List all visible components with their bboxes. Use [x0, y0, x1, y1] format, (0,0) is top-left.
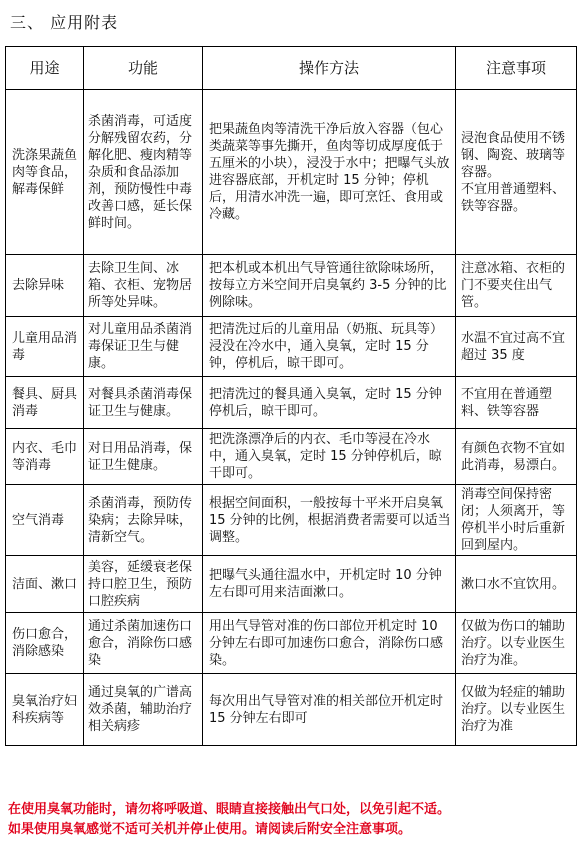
- cell-method: 每次用出气导管对准的相关部位开机定时 15 分钟左右即可: [203, 674, 456, 746]
- table-row: [6, 317, 577, 377]
- table-row: [6, 377, 577, 429]
- header-use: 用途: [6, 47, 84, 90]
- cell-use: 臭氧治疗妇科疾病等: [6, 674, 84, 746]
- cell-method: 把果蔬鱼肉等清洗干净后放入容器（包心类蔬菜等事先撕开，鱼肉等切成厚度低于五厘米的小块），浸没于水中；把曝气头放进容器底部，开机定时 15 分钟；停机后，用清水冲洗一遍，即可烹饪、食用或冷藏。: [203, 90, 456, 255]
- header-function: 功能: [84, 47, 203, 90]
- table-row: [6, 674, 577, 746]
- table-body: [6, 90, 577, 746]
- table-row: [6, 90, 577, 255]
- table-row: [6, 485, 577, 556]
- cell-function: 美容，延缓衰老保持口腔卫生，预防口腔疾病: [84, 556, 203, 613]
- cell-function: 对日用品消毒，保证卫生健康。: [84, 429, 203, 485]
- header-notes: 注意事项: [456, 47, 577, 90]
- cell-function: 杀菌消毒，可适度分解残留农药，分解化肥、瘦肉精等杂质和食品添加剂，预防慢性中毒改善口感，延长保鲜时间。: [84, 90, 203, 255]
- cell-notes: 漱口水不宜饮用。: [456, 556, 577, 613]
- table-header-row: [6, 47, 577, 90]
- table-row: [6, 556, 577, 613]
- cell-use: 餐具、厨具消毒: [6, 377, 84, 429]
- cell-method: 把清洗过的餐具通入臭氧，定时 15 分钟停机后，晾干即可。: [203, 377, 456, 429]
- warning-line-1: 在使用臭氧功能时，请勿将呼吸道、眼睛直接接触出气口处，以免引起不适。: [8, 802, 451, 817]
- warning-line-2: 如果使用臭氧感觉不适可关机并停止使用。请阅读后附安全注意事项。: [8, 822, 412, 837]
- cell-notes: 有颜色衣物不宜如此消毒，易漂白。: [456, 429, 577, 485]
- cell-function: 对餐具杀菌消毒保证卫生与健康。: [84, 377, 203, 429]
- cell-notes: 仅做为伤口的辅助治疗。以专业医生治疗为准。: [456, 613, 577, 674]
- cell-notes: 仅做为轻症的辅助治疗。以专业医生治疗为准: [456, 674, 577, 746]
- cell-function: 通过臭氧的广谱高效杀菌，辅助治疗相关病疹: [84, 674, 203, 746]
- cell-notes: 不宜用在普通塑料、铁等容器: [456, 377, 577, 429]
- cell-function: 对儿童用品杀菌消毒保证卫生与健康。: [84, 317, 203, 377]
- cell-method: 把洗涤漂净后的内衣、毛巾等浸在冷水中，通入臭氧，定时 15 分钟停机后，晾干即可。: [203, 429, 456, 485]
- cell-method: 用出气导管对准的伤口部位开机定时 10 分钟左右即可加速伤口愈合，消除伤口感染。: [203, 613, 456, 674]
- cell-use: 内衣、毛巾等消毒: [6, 429, 84, 485]
- cell-use: 洗涤果蔬鱼肉等食品，解毒保鲜: [6, 90, 84, 255]
- cell-method: 把曝气头通往温水中，开机定时 10 分钟左右即可用来洁面漱口。: [203, 556, 456, 613]
- application-table: [5, 46, 577, 746]
- cell-method: 把本机或本机出气导管通往欲除味场所，按每立方米空间开启臭氧约 3-5 分钟的比例除味。: [203, 255, 456, 317]
- cell-notes: 水温不宜过高不宜超过 35 度: [456, 317, 577, 377]
- cell-use: 儿童用品消毒: [6, 317, 84, 377]
- cell-use: 空气消毒: [6, 485, 84, 556]
- cell-use: 洁面、漱口: [6, 556, 84, 613]
- section-title: 三、 应用附表: [10, 13, 119, 32]
- cell-notes: 消毒空间保持密闭；人须离开，等停机半小时后重新回到屋内。: [456, 485, 577, 556]
- warning-notice: [8, 800, 576, 840]
- cell-use: 去除异味: [6, 255, 84, 317]
- cell-notes: 浸泡食品使用不锈钢、陶瓷、玻璃等容器。 不宜用普通塑料、铁等容器。: [456, 90, 577, 255]
- header-method: 操作方法: [203, 47, 456, 90]
- table-row: [6, 255, 577, 317]
- table-row: [6, 429, 577, 485]
- cell-function: 杀菌消毒，预防传染病；去除异味，清新空气。: [84, 485, 203, 556]
- cell-function: 去除卫生间、冰箱、衣柜、宠物居所等处异味。: [84, 255, 203, 317]
- cell-function: 通过杀菌加速伤口愈合，消除伤口感染: [84, 613, 203, 674]
- cell-notes: 注意冰箱、衣柜的门不要夹住出气管。: [456, 255, 577, 317]
- table-row: [6, 613, 577, 674]
- cell-method: 根据空间面积，一般按每十平米开启臭氧 15 分钟的比例，根据消费者需要可以适当调整。: [203, 485, 456, 556]
- cell-method: 把清洗过后的儿童用品（奶瓶、玩具等）浸没在冷水中，通入臭氧，定时 15 分钟，停机后，晾干即可。: [203, 317, 456, 377]
- cell-use: 伤口愈合，消除感染: [6, 613, 84, 674]
